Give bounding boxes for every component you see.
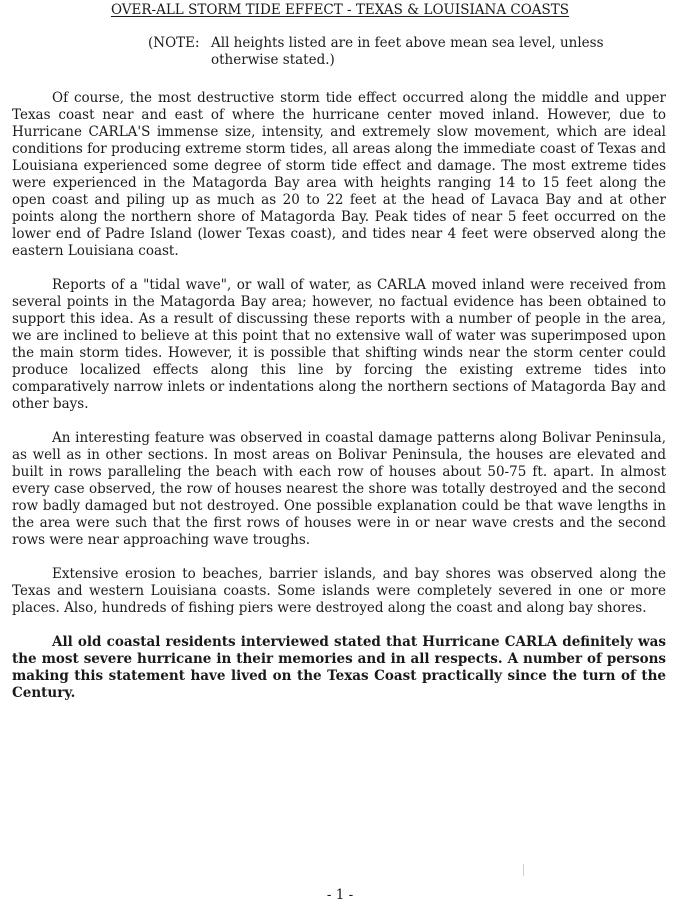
page-title: [0, 2, 680, 19]
note-label: (NOTE:: [148, 35, 200, 51]
paragraph-3: An interesting feature was observed in coastal damage patterns along Bolivar Peninsula, as well as in other sections. In most areas on Bolivar Peninsula, the houses are elevated and built in rows paralleling the beach with each row of houses about 50-75 ft. apart. In almost every case observed, the row of houses nearest the shore was totally destroyed and the second row badly damaged but not destroyed. One possible explanation could be that wave lengths in the area were such that the first rows of houses were in or near wave crests and the second rows were near approaching wave troughs.: [12, 430, 666, 548]
paragraph-2: Reports of a "tidal wave", or wall of water, as CARLA moved inland were received from several points in the Matagorda Bay area; however, no factual evidence has been obtained to support this idea. As a result of discussing these reports with a number of people in the area, we are inclined to believe at this point that no extensive wall of water was superimposed upon the main storm tides. However, it is possible that shifting winds near the storm center could produce localized effects along this line by forcing the existing extreme tides into comparatively narrow inlets or indentations along the northern sections of Matagorda Bay and other bays.: [12, 277, 666, 412]
body-text: [12, 90, 666, 719]
page-number: - 1 -: [326, 887, 354, 903]
note-text: All heights listed are in feet above mean sea level, unless otherwise stated.): [211, 35, 604, 68]
paragraph-5: All old coastal residents interviewed stated that Hurricane CARLA definitely was the most severe hurricane in their memories and in all respects. A number of persons making this statement have lived on the Texas Coast practically since the turn of the Century.: [12, 634, 666, 701]
scan-mark: [523, 864, 524, 876]
page-title-text: OVER-ALL STORM TIDE EFFECT - TEXAS & LOUISIANA COASTS: [110, 2, 570, 18]
paragraph-1: Of course, the most destructive storm tide effect occurred along the middle and upper Texas coast near and east of where the hurricane center moved inland. However, due to Hurricane CARLA'S immense size, intensity, and extremely slow movement, which are ideal conditions for producing extreme storm tides, all areas along the immediate coast of Texas and Louisiana experienced some degree of storm tide effect and damage. The most extreme tides were experienced in the Matagorda Bay area with heights ranging 14 to 15 feet along the open coast and piling up as much as 20 to 22 feet at the head of Lavaca Bay and at other points along the northern shore of Matagorda Bay. Peak tides of near 5 feet occurred on the lower end of Padre Island (lower Texas coast), and tides near 4 feet were observed along the eastern Louisiana coast.: [12, 90, 666, 259]
paragraph-4: Extensive erosion to beaches, barrier islands, and bay shores was observed along the Texas and western Louisiana coasts. Some islands were completely severed in one or more places. Also, hundreds of fishing piers were destroyed along the coast and along bay shores.: [12, 566, 666, 616]
